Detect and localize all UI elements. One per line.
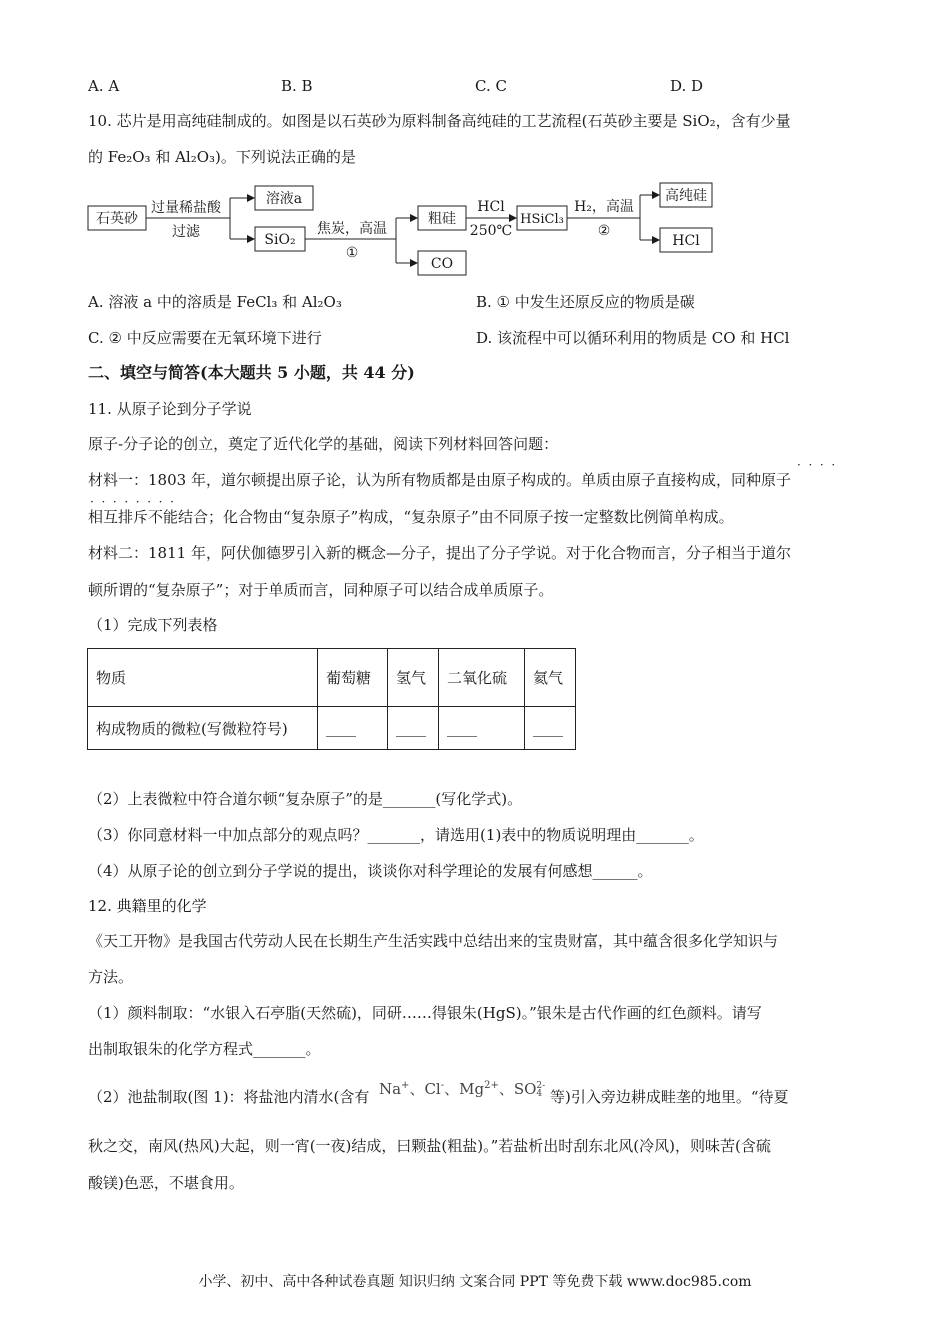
table-blank-hydrogen[interactable]: ____ [388, 707, 439, 750]
table-row-label: 构成物质的微粒(写微粒符号) [88, 707, 318, 750]
q12-part2-prefix: （2）池盐制取(图 1)：将盐池内清水(含有 [88, 1088, 370, 1106]
node-hsicl3-label: HSiCl₃ [520, 212, 564, 227]
table-header-glucose: 葡萄糖 [318, 649, 388, 707]
table-row-particles [88, 707, 576, 750]
node-sio2 [255, 227, 305, 251]
q12-part1-line2: 出制取银朱的化学方程式_______。 [88, 1040, 321, 1058]
q9-option-b: B. B [281, 77, 313, 95]
q11-material1-line1: 材料一：1803 年，道尔顿提出原子论，认为所有物质都是由原子构成的。单质由原子直接构成，同种原子 [88, 471, 791, 489]
q9-option-d: D. D [670, 77, 704, 95]
edge3-bottom-label: 250℃ [469, 223, 513, 239]
q10-stem-line2: 的 Fe₂O₃ 和 Al₂O₃)。下列说法正确的是 [88, 148, 356, 166]
node-pure-si-label: 高纯硅 [665, 188, 707, 204]
node-solution-a-label: 溶液a [265, 191, 303, 207]
q10-flow-diagram [0, 178, 950, 278]
q11-table [87, 648, 576, 750]
table-header-substance: 物质 [88, 649, 318, 707]
q12-title: 12. 典籍里的化学 [88, 897, 207, 915]
q9-option-c: C. C [475, 77, 507, 95]
q12-part2-suffix: 等)引入旁边耕成畦垄的地里。“待夏 [549, 1088, 789, 1106]
table-header-hydrogen: 氢气 [388, 649, 439, 707]
q12-intro-line1: 《天工开物》是我国古代劳动人民在长期生产生活实践中总结出来的宝贵财富，其中蕴含很多化学知识与 [88, 932, 779, 950]
q11-part4: （4）从原子论的创立到分子学说的提出，谈谈你对科学理论的发展有何感想______。 [88, 862, 653, 880]
q9-option-a: A. A [88, 77, 120, 95]
q11-title: 11. 从原子论到分子学说 [88, 400, 252, 418]
edge4-top-label: H₂，高温 [574, 199, 634, 215]
node-co [418, 251, 466, 275]
section2-heading: 二、填空与简答(本大题共 5 小题，共 44 分) [88, 363, 415, 382]
q12-part2-line3: 酸镁)色恶，不堪食用。 [88, 1174, 244, 1192]
q11-part1: （1）完成下列表格 [88, 616, 218, 634]
table-header-so2: 二氧化硫 [439, 649, 525, 707]
q11-material1-line2: 相互排斥不能结合；化合物由“复杂原子”构成，“复杂原子”由不同原子按一定整数比例简单构成。 [88, 508, 734, 526]
node-sio2-label: SiO₂ [264, 232, 296, 248]
node-co-label: CO [430, 256, 454, 272]
q11-part3: （3）你同意材料一中加点部分的观点吗？_______，请选用(1)表中的物质说明理由_______。 [88, 826, 704, 844]
q10-option-d: D. 该流程中可以循环利用的物质是 CO 和 HCl [476, 329, 790, 347]
q9-options [88, 76, 888, 96]
edge2-bottom-label: ① [345, 245, 359, 261]
table-header-helium: 氦气 [525, 649, 576, 707]
table-blank-helium[interactable]: ____ [525, 707, 576, 750]
node-hcl [660, 228, 712, 252]
q11-part2: （2）上表微粒中符合道尔顿“复杂原子”的是_______(写化学式)。 [88, 790, 523, 808]
q10-option-c: C. ② 中反应需要在无氧环境下进行 [88, 329, 322, 347]
node-pure-si [660, 183, 712, 207]
emphasis-dots-line1: · · · · [797, 458, 836, 472]
table-blank-glucose[interactable]: ____ [318, 707, 388, 750]
edge1-bottom-label: 过滤 [172, 224, 200, 240]
node-solution-a [255, 186, 313, 210]
q12-part2-line2: 秋之交，南风(热风)大起，则一宵(一夜)结成，曰颗盐(粗盐)。”若盐析出时刮东北风(冷风)，则味苦(含硫 [88, 1137, 771, 1155]
edge4-bottom-label: ② [597, 223, 611, 239]
q12-part1-line1: （1）颜料制取：“水银入石亭脂(天然硫)，同研……得银朱(HgS)。”银朱是古代作画的红色颜料。请写 [88, 1004, 762, 1022]
node-crude-si-label: 粗硅 [428, 211, 456, 227]
q12-part2-line1 [88, 1080, 789, 1107]
edge2-top-label: 焦炭，高温 [317, 221, 387, 237]
q11-material2-line1: 材料二：1811 年，阿伏伽德罗引入新的概念—分子，提出了分子学说。对于化合物而言，分子相当于道尔 [88, 544, 791, 562]
node-crude-si [418, 206, 466, 230]
table-header-row [88, 649, 576, 707]
table-blank-so2[interactable]: ____ [439, 707, 525, 750]
edge3-top-label: HCl [477, 199, 505, 215]
page-footer: 小学、初中、高中各种试卷真题 知识归纳 文案合同 PPT 等免费下载 www.doc985.com [198, 1274, 752, 1290]
node-hcl-label: HCl [672, 233, 700, 249]
q10-option-b: B. ① 中发生还原反应的物质是碳 [476, 293, 695, 311]
q12-intro-line2: 方法。 [88, 968, 134, 986]
q11-intro: 原子-分子论的创立，奠定了近代化学的基础，阅读下列材料回答问题： [88, 435, 559, 453]
q10-option-a: A. 溶液 a 中的溶质是 FeCl₃ 和 Al₂O₃ [88, 293, 342, 311]
edge1-top-label: 过量稀盐酸 [151, 200, 221, 216]
node-quartz [88, 206, 146, 230]
emphasis-dots-line2: · · · · · · · · [90, 495, 174, 509]
q10-stem-line1: 10. 芯片是用高纯硅制成的。如图是以石英砂为原料制备高纯硅的工艺流程(石英砂主要是 SiO₂，含有少量 [88, 112, 791, 130]
ion-list: Na+、Cl-、$Mg^{2+}$、SO2- 4 [374, 1080, 546, 1099]
node-quartz-label: 石英砂 [96, 211, 138, 227]
node-hsicl3 [517, 206, 567, 230]
q11-material2-line2: 顿所谓的“复杂原子”；对于单质而言，同种原子可以结合成单质原子。 [88, 581, 554, 599]
